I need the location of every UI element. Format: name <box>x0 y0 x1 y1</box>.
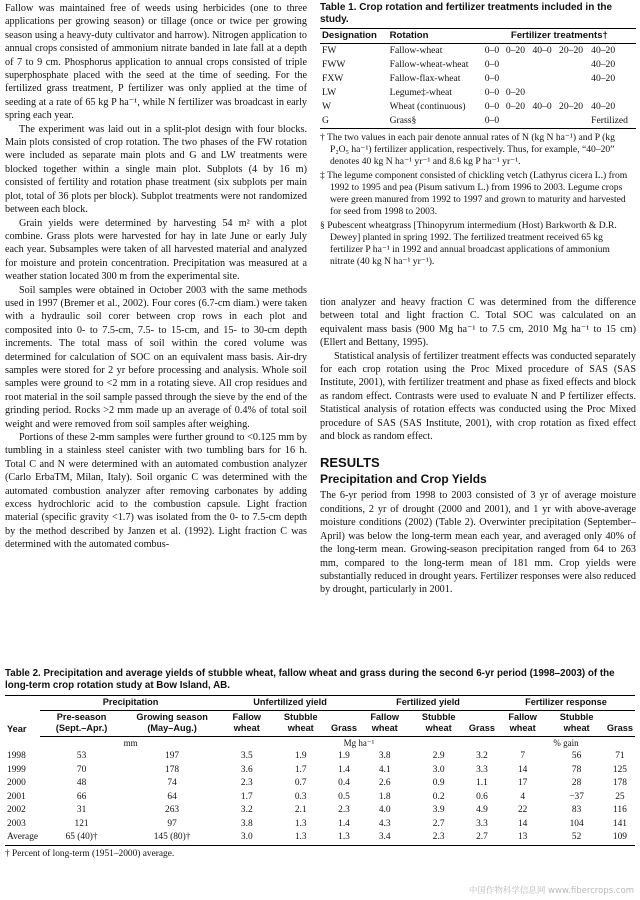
table-cell: 2002 <box>7 805 26 815</box>
paragraph: Portions of these 2-mm samples were further ground to <0.125 mm by tumbling in a stainless steel canister with two tumbling bars for 16 h. Total C and N were determined with an automated combustion analyzer (Carlo ErbaTM, Milan, Italy). Soil organic C was determined with the automated combustion analyzer after removing carbonates by adding excess hydrochloric acid to the combustion capsule. Light fraction material (specific gravity <1.7) was isolated from the 0- to 7.5-cm depth by the method described by Janzen et al. (1992). Light fraction C was determined with the automated combus- <box>5 432 307 551</box>
table-cell: −37 <box>569 791 584 802</box>
table-cell: 0.5 <box>338 791 350 802</box>
table-cell: 78 <box>571 764 582 775</box>
table-cell: 4.0 <box>378 805 391 815</box>
table-cell: 4.9 <box>476 805 488 815</box>
table-cell: 3.9 <box>432 805 445 815</box>
table-cell <box>557 58 589 72</box>
paragraph: Statistical analysis of fertilizer treatment effects was conducted separately for each crop rotation using the Proc Mixed procedure of SAS (SAS Institute, 2001), with fertilizer treatment and phase as fixed effects and block as random effect. Contrasts were used to evaluate N and P fertilizer effects. Statistical analysis of rotation effects was conducted using the Proc Mixed procedure of SAS (SAS Institute, 2001), with crop rotation as fixed effect and block as random effect. <box>320 350 636 443</box>
table-cell: 141 <box>612 818 627 829</box>
table-cell: Grass§ <box>388 114 483 129</box>
subsection-heading: Precipitation and Crop Yields <box>320 472 487 487</box>
table-cell: 4.3 <box>378 818 391 829</box>
column-header: Rotation <box>388 29 483 44</box>
table-row <box>5 777 635 791</box>
column-header: Growing season (May–Aug.) <box>123 710 221 736</box>
table-cell: 1.4 <box>338 764 350 775</box>
table-2-title: Table 2. Precipitation and average yields of stubble wheat, fallow wheat and grass during the second 6-yr period (1998–2003) of the long-term crop rotation study at Bow Island, AB. <box>5 668 615 691</box>
table-cell: 2.9 <box>432 751 445 761</box>
table-cell: 56 <box>571 751 582 761</box>
table-cell: 40–20 <box>591 45 616 56</box>
table-cell: 145 (80)† <box>123 831 221 845</box>
table-2-grid <box>5 695 635 846</box>
table-cell: 83 <box>571 805 582 815</box>
table-cell: 2.7 <box>467 831 497 845</box>
table-cell: 31 <box>76 805 87 815</box>
column-header: Pre-season (Sept.–Apr.) <box>40 710 123 736</box>
units-label: % gain <box>553 737 579 748</box>
table-cell: 1999 <box>7 764 26 775</box>
table-cell: 65 (40)† <box>40 831 123 845</box>
table-cell: 74 <box>167 778 177 788</box>
column-header: Stubble wheat <box>272 710 328 736</box>
table-cell: 40–20 <box>591 73 616 84</box>
table-cell: Average <box>5 831 40 845</box>
table-cell: 17 <box>517 778 528 788</box>
paragraph: tion analyzer and heavy fraction C was determined from the difference between total and light fraction C. Total SOC was calculated on an equivalent mass basis (900 Mg ha⁻¹ to 7.5 cm, 2010 Mg ha⁻¹ to 15 cm) (Ellert and Bettany, 1995). <box>320 297 636 349</box>
table-cell: 1.9 <box>294 751 307 761</box>
table-cell: 22 <box>517 805 528 815</box>
table-cell: 125 <box>612 764 627 775</box>
table-cell <box>530 114 557 129</box>
table-cell: 3.2 <box>240 805 253 815</box>
table-cell: G <box>320 114 388 129</box>
footnote: ‡ The legume component consisted of chickling vetch (Lathyrus cicera L.) from 1992 to 1995 and pea (Pisum sativum L.) from 1996 to 2003. Legume crops were green manured from 1992 to 1997 and grown to maturity and harvested for seed from 1998 to 2003. <box>320 170 628 217</box>
table-cell: 0–0 <box>484 101 500 112</box>
table-cell: 0–20 <box>505 101 526 112</box>
table-cell: 2.6 <box>378 778 391 788</box>
table-row <box>320 72 636 86</box>
table-cell: 3.4 <box>359 831 410 845</box>
table-cell <box>530 72 557 86</box>
table-cell: 97 <box>167 818 177 829</box>
table-cell: Fallow-wheat <box>389 45 443 56</box>
table-cell: 197 <box>165 751 180 761</box>
units-label: Mg ha⁻¹ <box>343 737 375 748</box>
column-header: Fallow wheat <box>497 710 548 736</box>
column-header: Grass <box>605 710 635 736</box>
table-cell: 2.1 <box>294 805 307 815</box>
table-cell: 20–20 <box>559 101 584 112</box>
group-header: Fertilized yield <box>359 696 497 711</box>
table-2-footnote: † Percent of long-term (1951–2000) average. <box>5 848 175 859</box>
table-cell: 109 <box>605 831 635 845</box>
table-2-body <box>5 736 635 845</box>
table-cell: 116 <box>613 805 627 815</box>
column-header: Year <box>5 696 40 737</box>
table-row <box>320 58 636 72</box>
table-cell: 2003 <box>7 818 26 829</box>
table-cell: 1.7 <box>294 764 307 775</box>
group-header: Fertilizer response <box>497 696 635 711</box>
table-cell: 104 <box>569 818 584 829</box>
right-column <box>320 296 636 597</box>
column-header: Designation <box>320 29 388 44</box>
table-row <box>5 750 635 764</box>
table-row <box>5 831 635 845</box>
column-header: Stubble wheat <box>410 710 466 736</box>
table-cell: 178 <box>612 778 627 788</box>
table-cell: 1.7 <box>240 791 253 802</box>
left-column <box>5 2 307 552</box>
table-cell: 0.7 <box>294 778 307 788</box>
table-cell: 0–0 <box>484 73 500 84</box>
table-cell: 3.8 <box>240 818 253 829</box>
table-cell: 0–0 <box>484 87 500 98</box>
table-cell: 3.3 <box>476 764 488 775</box>
table-cell <box>504 72 531 86</box>
paragraph: The 6-yr period from 1998 to 2003 consisted of 3 yr of average moisture conditions, 2 yr of drought (2000 and 2001), and 1 yr with above-average moisture conditions (2002) (Table 2). Overwinter precipitation (September–April) was below the long-term mean each year, and averaged only 40% of the long-term mean. Growing-season precipitation ranged from 64 to 263 mm, compared to the long-term mean of 181 mm. Crop yields were substantially reduced in drought years. Fertilizer responses were also reduced by drought, particularly in 2001. <box>320 490 636 596</box>
table-cell: 53 <box>76 751 87 761</box>
table-cell: 25 <box>615 791 625 802</box>
paragraph: Soil samples were obtained in October 2003 with the same methods used in 1997 (Bremer et al., 2002). Four cores (6.7-cm diam.) were taken with a hydraulic soil corer between crop rows in each plot and composited into 0- to 7.5-cm, 7.5- to 15-cm, and 15- to 30-cm depth increments. The total mass of soil within the cored volume was determined for calculation of SOC on an equivalent mass basis. Air-dry samples were stored for 2 yr before processing and analysis. Whole soil samples were ground to <2 mm in a rotating sieve. All crop residues and root material in the soil sample passed through the sieve by the end of the grinding period. Rocks >2 mm made up an average of 0.4% of total soil weight and were removed from soil samples after weighing. <box>5 284 307 430</box>
table-cell: 178 <box>165 764 180 775</box>
table-row <box>5 764 635 778</box>
table-cell: 20–20 <box>559 45 584 56</box>
footnote: † The two values in each pair denote annual rates of N (kg N ha⁻¹) and P (kg P₂O₅ ha⁻¹) fertilizer application, respectively. Thus, for example, “40–20” denotes 40 kg N ha⁻¹ yr⁻¹ and 8.6 kg P ha⁻¹ yr⁻¹. <box>320 132 615 167</box>
column-header: Fallow wheat <box>359 710 410 736</box>
table-cell: Fertilized <box>589 114 636 129</box>
table-cell: 0.6 <box>476 791 488 802</box>
table-cell: 1998 <box>7 751 26 761</box>
table-cell: 0.3 <box>294 791 307 802</box>
table-row <box>320 86 636 100</box>
table-cell: 0–20 <box>505 45 526 56</box>
table-row <box>320 44 636 59</box>
table-cell: 1.4 <box>338 818 350 829</box>
column-header: Stubble wheat <box>548 710 604 736</box>
footnote: § Pubescent wheatgrass [Thinopyrum intermedium (Host) Barkworth & D.R. Dewey] planted in spring 1992. The fertilized treatment received 65 kg fertilizer P ha⁻¹ in 1992 and annual broadcast applications of ammonium nitrate (40 kg N ha⁻¹ yr⁻¹). <box>320 220 617 267</box>
table-cell: 3.3 <box>476 818 488 829</box>
table-1 <box>320 2 636 270</box>
group-header: Unfertilized yield <box>221 696 359 711</box>
table-cell: 2.3 <box>240 778 253 788</box>
table-cell: 121 <box>74 818 89 829</box>
table-cell <box>557 114 589 129</box>
table-cell: 0–0 <box>484 59 500 70</box>
column-header: Fertilizer treatments† <box>483 29 636 44</box>
table-cell: 3.0 <box>221 831 272 845</box>
table-cell: FW <box>322 45 337 56</box>
table-cell: 14 <box>517 764 528 775</box>
table-cell: LW <box>322 87 337 98</box>
table-cell <box>589 86 636 100</box>
table-cell: 2.3 <box>338 805 350 815</box>
table-cell: 48 <box>76 778 87 788</box>
paragraph: The experiment was laid out in a split-plot design with four blocks. Main plots consisted of crop rotation. The two phases of the FW rotation were included as separate main plots and G and LW treatments were blocked together within a single main plot. Subplots (4 by 16 m) consisted of fertility and rotation phase treatment (six subplots per main plot, total of 36 plots per block). Subplot treatments were not randomized between each block. <box>5 123 307 216</box>
table-cell: Fallow-flax-wheat <box>389 73 461 84</box>
table-cell <box>530 86 557 100</box>
table-cell: 263 <box>165 805 180 815</box>
table-cell: 0.9 <box>432 778 445 788</box>
table-1-grid <box>320 28 636 129</box>
table-row <box>5 791 635 805</box>
table-cell: 14 <box>517 818 528 829</box>
table-cell: 1.1 <box>476 778 488 788</box>
table-cell: 64 <box>167 791 177 802</box>
table-1-notes <box>320 132 636 268</box>
table-cell: 28 <box>571 778 582 788</box>
paragraph: Fallow was maintained free of weeds using herbicides (one to three applications per growing season) or tillage (once or twice per growing season using a heavy-duty cultivator and harrow). Nitrogen application to annual crops consisted of ammonium nitrate banded in late fall at a depth of 7 to 9 cm. Phosphorus application to annual crops consisted of triple superphosphate placed with the seed at the time of seeding. For the fertilized grass treatment, P fertilizer was only applied at the time of seeding at a rate of 65 kg P ha⁻¹, while N fertilizer was broadcast in early spring each year. <box>5 3 307 122</box>
table-row <box>5 818 635 832</box>
table-cell: 70 <box>76 764 87 775</box>
table-cell: 3.2 <box>476 751 488 761</box>
table-cell: 0–20 <box>505 87 526 98</box>
table-cell <box>530 58 557 72</box>
table-cell: 2.3 <box>410 831 466 845</box>
table-cell: FWW <box>322 59 346 70</box>
table-1-body <box>320 44 636 129</box>
group-header: Precipitation <box>40 696 221 711</box>
table-cell: 3.5 <box>240 751 253 761</box>
table-1-title: Table 1. Crop rotation and fertilizer treatments included in the study. <box>320 2 613 25</box>
table-cell: 0–0 <box>484 45 500 56</box>
table-cell: 13 <box>497 831 548 845</box>
table-cell: Wheat (continuous) <box>389 101 466 112</box>
table-cell: 0–0 <box>483 114 504 129</box>
table-cell: 3.6 <box>240 764 253 775</box>
watermark: 中国作物科学信息网 www.fibercrops.com <box>468 886 634 896</box>
column-header: Grass <box>329 710 359 736</box>
table-cell: 4.1 <box>378 764 391 775</box>
table-row <box>5 804 635 818</box>
table-cell: 2000 <box>7 778 26 788</box>
table-cell: 66 <box>76 791 87 802</box>
table-cell: 4 <box>520 791 525 802</box>
table-cell: 7 <box>520 751 525 761</box>
table-cell: Fallow-wheat-wheat <box>389 59 469 70</box>
table-cell: FXW <box>322 73 344 84</box>
table-cell <box>557 86 589 100</box>
table-cell: 1.3 <box>272 831 328 845</box>
table-cell <box>557 72 589 86</box>
table-cell: W <box>322 101 332 112</box>
table-cell: 1.3 <box>294 818 307 829</box>
table-cell: 71 <box>615 751 625 761</box>
table-cell: 1.3 <box>329 831 359 845</box>
table-2 <box>5 668 635 860</box>
section-heading: RESULTS <box>320 455 380 471</box>
table-cell: 40–20 <box>591 101 616 112</box>
column-header: Fallow wheat <box>221 710 272 736</box>
table-cell: 40–0 <box>532 101 552 112</box>
paragraph: Grain yields were determined by harvesting 54 m² with a plot combine. Grass plots were harvested for hay in late June or early July each year. Subsamples were taken of all harvested material and analyzed for moisture and protein concentration. Precipitation was measured at a weather station located 300 m from the experimental site. <box>5 217 307 283</box>
table-cell <box>504 114 531 129</box>
table-cell: 40–20 <box>591 59 616 70</box>
table-cell: 1.9 <box>338 751 350 761</box>
table-row <box>320 114 636 129</box>
table-cell: 3.0 <box>432 764 445 775</box>
table-cell <box>504 58 531 72</box>
column-header: Grass <box>467 710 497 736</box>
table-cell: 2.7 <box>432 818 445 829</box>
table-cell: 40–0 <box>532 45 552 56</box>
table-cell: 1.8 <box>378 791 391 802</box>
table-cell: 3.8 <box>378 751 391 761</box>
table-cell: 52 <box>548 831 604 845</box>
table-cell: Legume‡-wheat <box>389 87 452 98</box>
table-cell: 0.4 <box>338 778 350 788</box>
units-label: mm <box>123 737 138 748</box>
table-cell: 2001 <box>7 791 26 802</box>
table-cell: 0.2 <box>432 791 445 802</box>
table-row <box>320 100 636 114</box>
